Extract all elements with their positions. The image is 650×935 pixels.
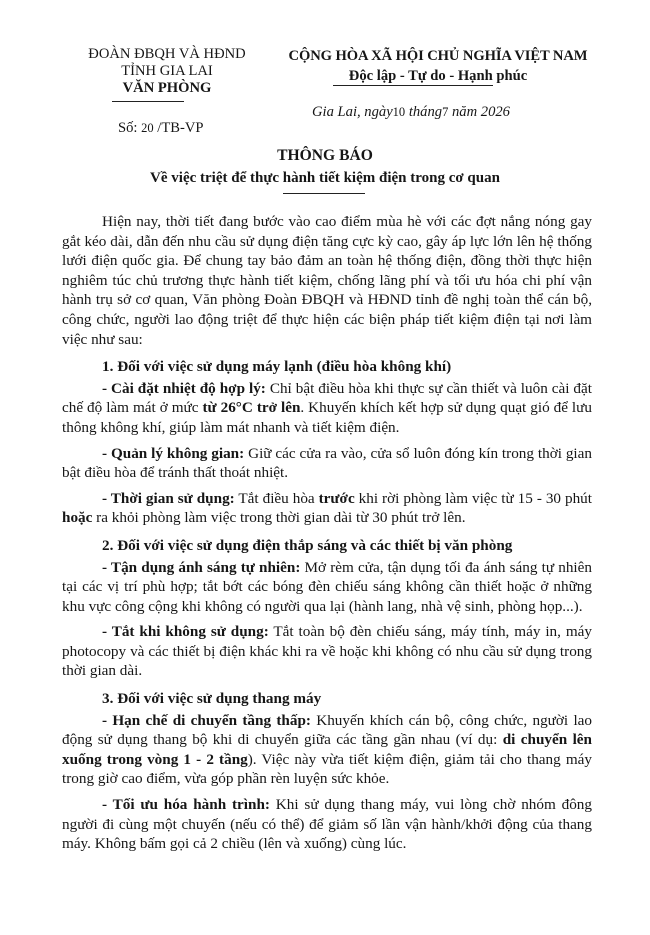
- doc-number-prefix: Số:: [118, 120, 138, 136]
- item-emphasis: từ 26°C trở lên: [202, 399, 301, 417]
- item-text: Khuyến khích cán bộ, công chức, người lao động sử dụng thang bộ khi di chuyển giữa các tầng gần nhau (ví dụ:: [62, 711, 592, 749]
- national-motto: Độc lập - Tự do - Hạnh phúc: [348, 68, 528, 84]
- document-type-title: THÔNG BÁO: [277, 147, 373, 164]
- item-label: - Tận dụng ánh sáng tự nhiên:: [102, 558, 301, 576]
- doc-number-value: 20: [141, 121, 154, 135]
- item-text: Mở rèm cửa, tận dụng tối đa ánh sáng tự nhiên tại các vị trí phù hợp; tắt bớt các bóng đèn chiếu sáng không cần thiết hoặc ở những khu vực công cộng khi không có người qua lại (hành lang, nhà vệ sinh, phòng họp...).: [62, 558, 592, 615]
- date-month: 7: [442, 105, 449, 119]
- section-3-heading: 3. Đối với việc sử dụng thang máy: [102, 690, 322, 708]
- national-header: [270, 46, 606, 86]
- section-2-heading: 2. Đối với việc sử dụng điện thắp sáng và các thiết bị văn phòng: [102, 536, 513, 554]
- item-text: Giữ các cửa ra vào, cửa sổ luôn đóng kín trong thời gian bật điều hòa để tránh thất thoát nhiệt.: [62, 444, 592, 482]
- item-label: - Hạn chế di chuyển tầng thấp:: [102, 711, 311, 729]
- item-text: khi rời phòng làm việc từ 15 - 30 phút: [354, 489, 592, 507]
- document-number: [118, 120, 204, 137]
- section-2-item-2: [62, 622, 592, 681]
- document-body: [62, 212, 592, 854]
- date-day: 10: [392, 105, 406, 119]
- section-1-heading: 1. Đối với việc sử dụng máy lạnh (điều hòa không khí): [102, 358, 452, 376]
- item-text: . Khuyến khích kết hợp sử dụng quạt gió để lưu thông không khí, giúp làm mát nhanh và tiết kiệm điện.: [62, 399, 592, 436]
- item-label: - Cài đặt nhiệt độ hợp lý:: [102, 379, 266, 397]
- item-label: - Thời gian sử dụng:: [102, 489, 235, 507]
- doc-number-suffix: /TB-VP: [157, 120, 204, 136]
- item-label: - Quản lý không gian:: [102, 444, 245, 462]
- item-emphasis: trước: [318, 489, 355, 507]
- date-year: năm 2026: [451, 104, 510, 120]
- item-label: - Tối ưu hóa hành trình:: [102, 796, 270, 814]
- section-3-item-1: [62, 711, 592, 789]
- section-1-item-2: [62, 444, 592, 483]
- agency-name-line1: ĐOÀN ĐBQH VÀ HĐND: [88, 46, 246, 62]
- date-place: Gia Lai, ngày: [312, 104, 393, 120]
- intro-paragraph: Hiện nay, thời tiết đang bước vào cao điểm mùa hè với các đợt nắng nóng gay gắt kéo dài, dẫn đến nhu cầu sử dụng điện tăng cực kỳ cao, gây áp lực lớn lên hệ thống lưới điện quốc gia. Để chung tay bảo đảm an toàn hệ thống điện, đồng thời thực hiện nghiêm túc chủ trương thực hành tiết kiệm, chống lãng phí và tối ưu hóa chi phí vận hành trụ sở cơ quan, Văn phòng Đoàn ĐBQH và HĐND tỉnh đề nghị toàn thể cán bộ, công chức, người lao động triệt để thực hiện các biện pháp tiết kiệm điện tại nơi làm việc như sau:: [62, 213, 592, 348]
- document-subject: Về việc triệt để thực hành tiết kiệm điện trong cơ quan: [150, 170, 500, 186]
- item-text: ra khỏi phòng làm việc trong thời gian dài từ 30 phút trở lên.: [92, 509, 466, 527]
- section-1-item-3: [62, 489, 592, 528]
- title-underline: [283, 193, 365, 194]
- agency-underline: [112, 101, 184, 102]
- item-text: Tắt điều hòa: [234, 489, 319, 507]
- motto-underline: [333, 85, 493, 86]
- item-text: Chỉ bật điều hòa khi thực sự cần thiết và luôn cài đặt chế độ làm mát ở mức: [62, 379, 592, 417]
- item-text: Khi sử dụng thang máy, vui lòng chờ nhóm đông người đi cùng một chuyến (nếu có thể) để giảm số lần vận hành/khởi động của thang máy. Không bấm gọi cả 2 chiều (lên và xuống) cùng lúc.: [62, 796, 592, 853]
- item-emphasis: di chuyển lên xuống trong vòng 1 - 2 tầng: [62, 731, 592, 768]
- office-name: VĂN PHÒNG: [122, 80, 212, 96]
- agency-name-line2: TỈNH GIA LAI: [121, 63, 213, 79]
- item-label: - Tắt khi không sử dụng:: [102, 623, 269, 641]
- nation-name: CỘNG HÒA XÃ HỘI CHỦ NGHĨA VIỆT NAM: [288, 48, 588, 64]
- date-month-word: tháng: [408, 104, 443, 120]
- section-1-item-1: [62, 379, 592, 438]
- item-emphasis: hoặc: [62, 509, 93, 527]
- item-text: ). Việc này vừa tiết kiệm điện, giảm tải cho thang máy trong giờ cao điểm, vừa góp phần rèn luyện sức khỏe.: [62, 750, 592, 788]
- section-2-item-1: [62, 558, 592, 617]
- place-and-date: [312, 104, 510, 121]
- issuing-agency-block: [62, 46, 272, 97]
- section-3-item-2: [62, 795, 592, 854]
- item-text: Tắt toàn bộ đèn chiếu sáng, máy tính, máy in, máy photocopy và các thiết bị điện khác khi ra về hoặc khi không có nhu cầu sử dụng trong thời gian dài.: [62, 623, 592, 680]
